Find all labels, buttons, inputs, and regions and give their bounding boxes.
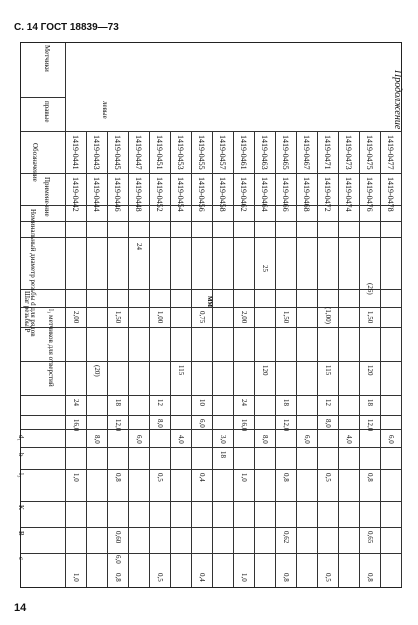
row-divider — [107, 131, 108, 587]
table-row-left-designation: 1419-0468 — [302, 177, 311, 212]
table-cell: 18 — [282, 399, 290, 406]
header-K: K — [17, 505, 25, 511]
table-cell: 12,0 — [366, 419, 374, 432]
table-row-right-designation: 1419-0473 — [344, 135, 353, 170]
divider — [21, 361, 401, 362]
table-cell: 0,8 — [282, 473, 290, 482]
table-cell: 0,8 — [114, 573, 122, 582]
row-divider — [86, 131, 87, 587]
table-cell: (20) — [93, 365, 101, 377]
header-taps: Метчики — [43, 45, 51, 72]
page-header: С. 14 ГОСТ 18839—73 — [14, 22, 119, 33]
row-divider — [401, 131, 402, 587]
table-row-right-designation: 1419-0443 — [92, 135, 101, 170]
table-row-left-designation: 1419-0474 — [344, 177, 353, 212]
row-divider — [380, 131, 381, 587]
row-divider — [212, 131, 213, 587]
table-row-right-designation: 1419-0453 — [176, 135, 185, 170]
table-row-left-designation: 1419-0442 — [71, 177, 80, 212]
table-cell: 0,60 — [114, 531, 122, 544]
table-row-left-designation: 1419-0448 — [134, 177, 143, 212]
table-cell: 8,0 — [324, 419, 332, 428]
table-row-left-designation: 1419-0476 — [365, 177, 374, 212]
table-cell: 16,0 — [240, 419, 248, 432]
table-cell: 120 — [366, 365, 374, 376]
table-cell: 25 — [261, 265, 269, 272]
table-row-left-designation: 1419-0446 — [113, 177, 122, 212]
divider — [21, 327, 401, 328]
table-cell: 0,8 — [282, 573, 290, 582]
table-row-right-designation: 1419-0471 — [323, 135, 332, 170]
table-cell: 0,65 — [366, 531, 374, 544]
table-cell: 0,62 — [282, 531, 290, 544]
row-divider — [149, 131, 150, 587]
table-cell: 0,5 — [324, 473, 332, 482]
table-cell: 0,5 — [156, 473, 164, 482]
header-designation: Обозначение — [31, 143, 39, 182]
spec-table — [17, 42, 402, 588]
table-cell: 24 — [240, 399, 248, 406]
table-cell: 18 — [219, 451, 227, 458]
table-row-left-designation: 1419-0452 — [155, 177, 164, 212]
header-bottom-line — [21, 131, 401, 132]
table-row-left-designation: 1419-0472 — [323, 177, 332, 212]
table-cell: 2,00 — [72, 311, 80, 324]
divider — [65, 43, 66, 587]
divider — [21, 415, 401, 416]
table-row-left-designation: 1419-0458 — [218, 177, 227, 212]
table-row-right-designation: 1419-0447 — [134, 135, 143, 170]
table-cell: 8,0 — [261, 435, 269, 444]
table-cell: (26) — [366, 283, 374, 295]
table-row-left-designation: 1419-0462 — [239, 177, 248, 212]
table-cell: 1,50 — [366, 311, 374, 324]
row-divider — [170, 131, 171, 587]
header-c: c — [17, 557, 25, 561]
table-cell: 1,0 — [72, 573, 80, 582]
divider — [21, 447, 401, 448]
table-cell: 0,8 — [366, 473, 374, 482]
divider — [21, 289, 401, 290]
table-cell: 0,5 — [156, 573, 164, 582]
header-applicability: Примене-ние — [43, 177, 51, 217]
table-cell: 0,4 — [198, 473, 206, 482]
unit-label: мм — [206, 296, 215, 307]
table-cell: 120 — [261, 365, 269, 376]
table-row-right-designation: 1419-0455 — [197, 135, 206, 170]
divider — [21, 527, 401, 528]
table-cell: 0,4 — [198, 573, 206, 582]
table-row-right-designation: 1419-0463 — [260, 135, 269, 170]
divider — [21, 501, 401, 502]
table-cell: 8,0 — [156, 419, 164, 428]
divider — [21, 469, 401, 470]
table-row-left-designation: 1419-0478 — [386, 177, 395, 212]
table-cell: 12 — [156, 399, 164, 406]
table-row-right-designation: 1419-0441 — [71, 135, 80, 170]
table-cell: (1,00) — [324, 307, 332, 324]
table-row-left-designation: 1419-0466 — [281, 177, 290, 212]
row-divider — [233, 131, 234, 587]
table-cell: 1,0 — [72, 473, 80, 482]
table-cell: 12,0 — [114, 419, 122, 432]
table-cell: 16,0 — [72, 419, 80, 432]
divider — [21, 173, 401, 174]
table-cell: 0,5 — [324, 573, 332, 582]
divider — [21, 395, 401, 396]
divider — [21, 307, 401, 308]
table-cell: 8,0 — [93, 435, 101, 444]
table-row-right-designation: 1419-0475 — [365, 135, 374, 170]
table-cell: 24 — [72, 399, 80, 406]
table-row-left-designation: 1419-0444 — [92, 177, 101, 212]
table-row-right-designation: 1419-0457 — [218, 135, 227, 170]
table-row-right-designation: 1419-0467 — [302, 135, 311, 170]
table-cell: 18 — [114, 399, 122, 406]
table-cell: 1,0 — [240, 573, 248, 582]
table-row-right-designation: 1419-0445 — [113, 135, 122, 170]
header-b: b — [17, 453, 25, 457]
divider — [21, 553, 401, 554]
table-cell: 4,0 — [177, 435, 185, 444]
divider — [21, 237, 401, 238]
row-divider — [359, 131, 360, 587]
table-cell: 1,00 — [156, 311, 164, 324]
table-cell: 6,0 — [303, 435, 311, 444]
table-row-left-designation: 1419-0456 — [197, 177, 206, 212]
table-row-right-designation: 1419-0465 — [281, 135, 290, 170]
table-cell: 12,0 — [282, 419, 290, 432]
table-cell: 0,75 — [198, 311, 206, 324]
divider — [21, 221, 401, 222]
table-cell: 115 — [177, 365, 185, 376]
row-divider — [191, 131, 192, 587]
table-cell: 6,0 — [387, 435, 395, 444]
header-d1: d₁ — [17, 435, 25, 441]
table-cell: 1,50 — [282, 311, 290, 324]
row-divider — [254, 131, 255, 587]
table-cell: 6,0 — [198, 419, 206, 428]
divider — [21, 97, 65, 98]
table-cell: 1,50 — [114, 311, 122, 324]
header-l3: l₃ — [17, 473, 25, 478]
header-thread-pitch: Шаг резьбы P — [23, 291, 31, 333]
table-cell: 0,8 — [366, 573, 374, 582]
table-cell: 18 — [366, 399, 374, 406]
table-row-right-designation: 1419-0477 — [386, 135, 395, 170]
table-cell: 10 — [198, 399, 206, 406]
header-B: B — [17, 531, 25, 536]
header-right: правые — [43, 101, 51, 123]
table-cell: 6,0 — [114, 555, 122, 564]
table-cell: 1,0 — [240, 473, 248, 482]
table-cell: 24 — [135, 243, 143, 250]
row-divider — [275, 131, 276, 587]
table-cell: 2,00 — [240, 311, 248, 324]
table-cell: 115 — [324, 365, 332, 376]
table-row-left-designation: 1419-0464 — [260, 177, 269, 212]
row-divider — [296, 131, 297, 587]
table-cell: 12 — [324, 399, 332, 406]
header-left: левые — [101, 101, 109, 119]
continuation-label: Продолжение — [392, 70, 403, 130]
table-cell: 6,0 — [135, 435, 143, 444]
page-number: 14 — [14, 602, 27, 614]
row-divider — [317, 131, 318, 587]
table-row-left-designation: 1419-0454 — [176, 177, 185, 212]
header-l1: l₁ метчиков для отверстий — [47, 309, 55, 387]
table-cell: 4,0 — [345, 435, 353, 444]
table-cell: 0,8 — [114, 473, 122, 482]
table-cell: 3,0 — [219, 435, 227, 444]
table-row-right-designation: 1419-0451 — [155, 135, 164, 170]
header-nominal-dia: Номинальный диаметр резьбы d для рядов — [29, 209, 37, 337]
row-divider — [338, 131, 339, 587]
table-row-right-designation: 1419-0461 — [239, 135, 248, 170]
row-divider — [128, 131, 129, 587]
